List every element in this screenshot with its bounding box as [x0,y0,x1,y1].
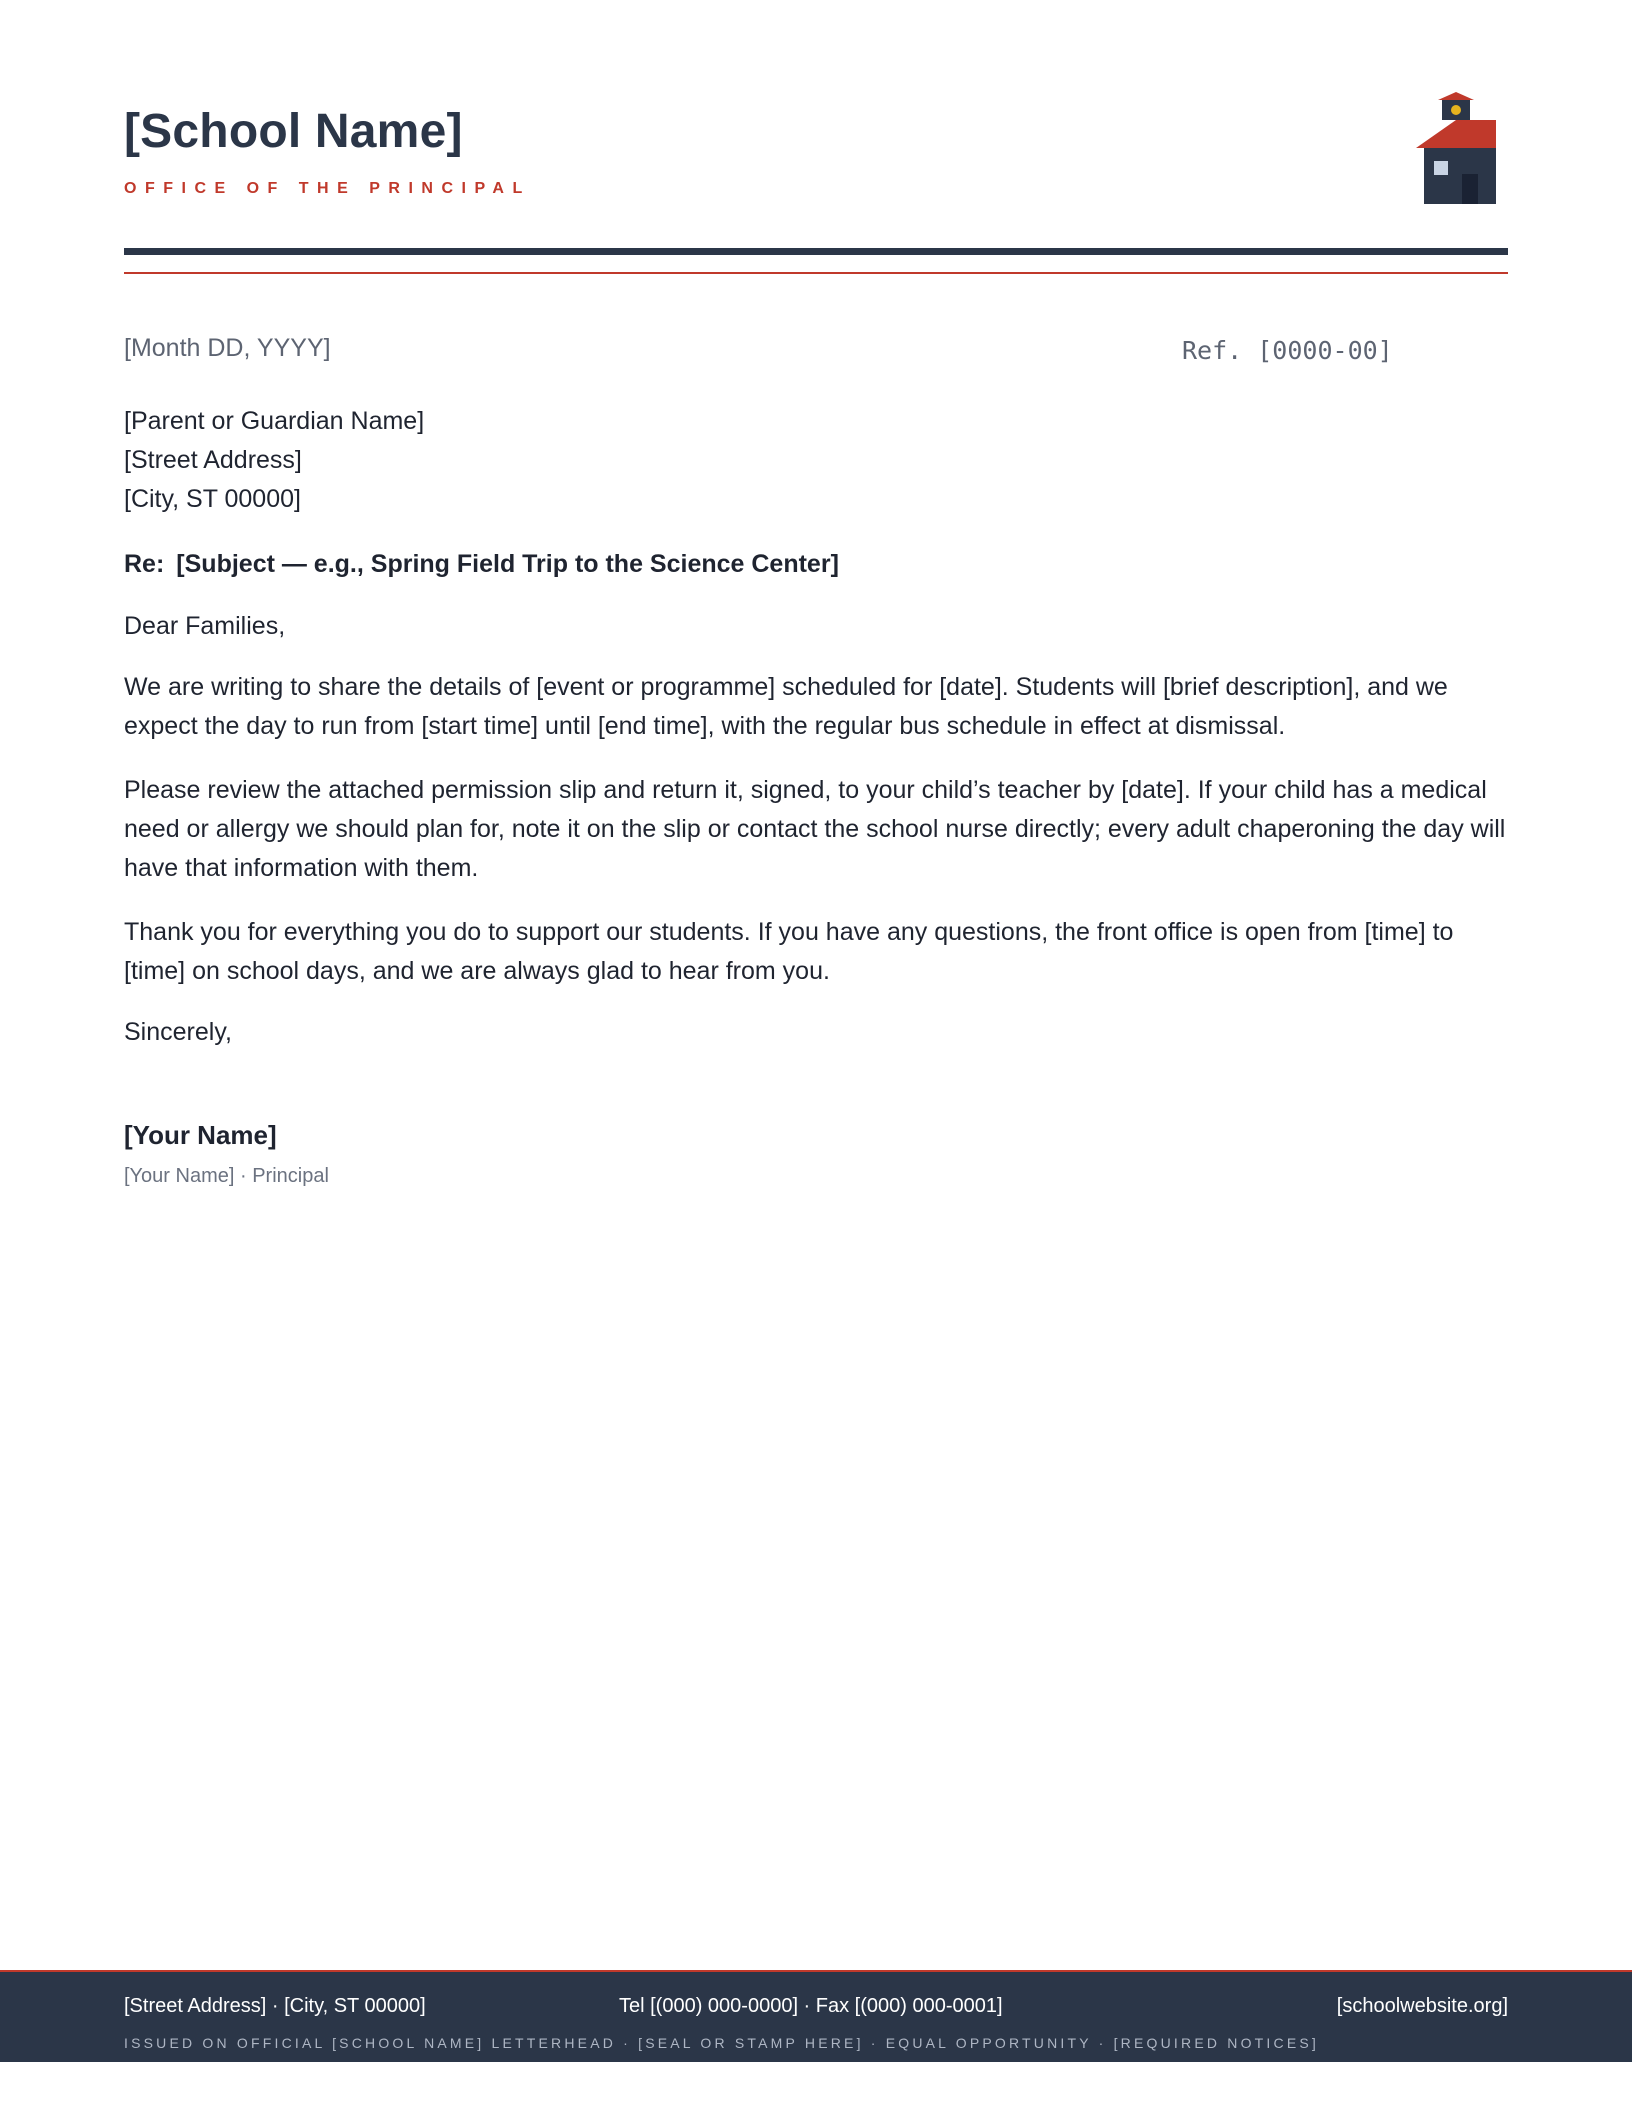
body-paragraph: Please review the attached permission slip and return it, signed, to your child’s teacher by [date]. If your child has a medical need or allergy we should plan for, note it on the slip or contact the school nurse directly; every adult chaperoning the day will have that information with them. [124,776,1506,882]
signature-name: [Your Name] [124,1120,277,1150]
subject-prefix: Re: [124,550,165,578]
reference-number: Ref. [0000-00] [1182,336,1393,365]
recipient-city: [City, ST 00000] [124,485,301,513]
schoolhouse-icon [1416,90,1496,208]
closing: Sincerely, [124,1018,232,1046]
recipient-name: [Parent or Guardian Name] [124,407,425,435]
footer-website[interactable]: [schoolwebsite.org] [1336,1995,1508,2017]
header-rule-thick [124,248,1508,255]
salutation: Dear Families, [124,612,286,640]
recipient-street: [Street Address] [124,446,302,474]
letter-date: [Month DD, YYYY] [124,334,331,362]
footer-address: [Street Address] · [City, ST 00000] [124,1995,426,2017]
header-rule-thin [124,272,1508,274]
footer-phone: Tel [(000) 000-0000] · Fax [(000) 000-0001] [619,1995,1003,2017]
office-title: OFFICE OF THE PRINCIPAL [124,180,531,197]
body-paragraph: Thank you for everything you do to support our students. If you have any questions, the front office is open from [time] to [time] on school days, and we are always glad to hear from you. [124,918,1454,985]
subject-line [124,550,839,579]
footer-notice: ISSUED ON OFFICIAL [SCHOOL NAME] LETTERHEAD · [SEAL OR STAMP HERE] · EQUAL OPPORTUNITY · [REQUIRED NOTICES] [124,2035,1319,2051]
body-paragraph: We are writing to share the details of [event or programme] scheduled for [date]. Students will [brief description], and we expect the day to run from [start time] until [end time], with the regular bus schedule in effect at dismissal. [124,673,1448,740]
recipient-address [124,402,424,519]
subject-text: [Subject — e.g., Spring Field Trip to the Science Center] [176,550,839,578]
signature-title: [Your Name] · Principal [124,1165,329,1187]
letter-body [124,668,1514,1016]
school-name: [School Name] [124,105,463,158]
